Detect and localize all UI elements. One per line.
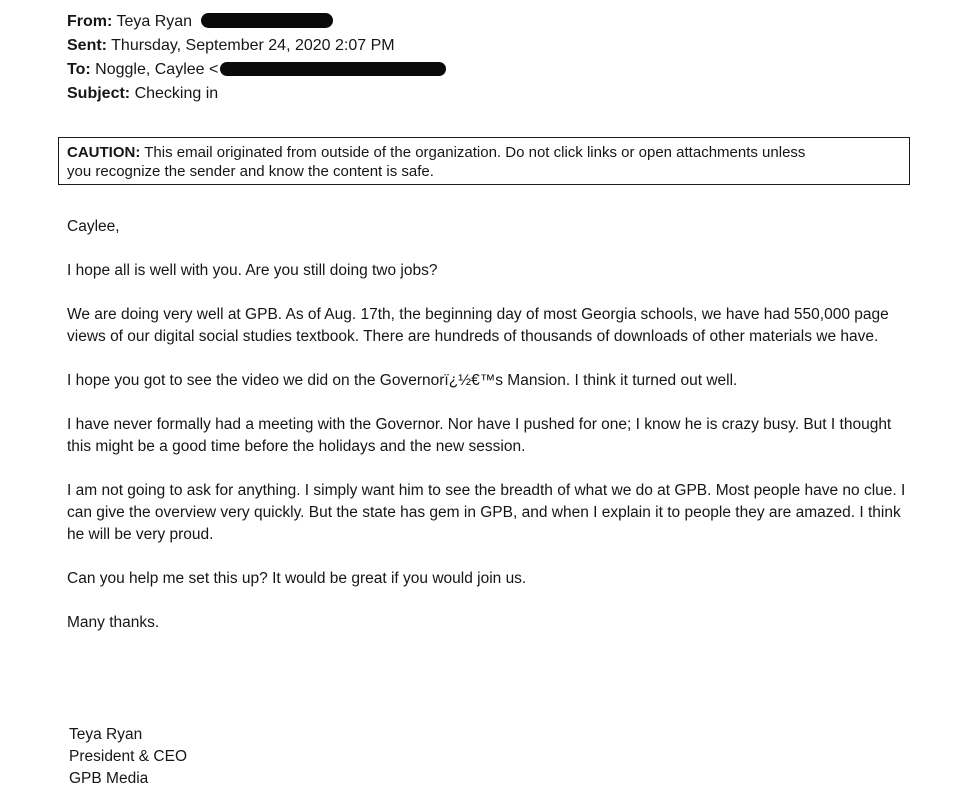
- caution-text-line2: you recognize the sender and know the content is safe.: [67, 163, 434, 180]
- sent-line: [67, 34, 446, 58]
- closing: Many thanks.: [67, 614, 160, 631]
- subject-line: [67, 82, 446, 106]
- body-paragraph: I am not going to ask for anything. I simply want him to see the breadth of what we do at GPB. Most people have no clue. I can give the overview very quickly. But the state has gem in GPB, and when I explain it to people they are amazed. I think he will be very proud.: [67, 482, 906, 543]
- signature-org: GPB Media: [69, 770, 149, 787]
- sent-label: Sent:: [67, 37, 107, 54]
- from-label: From:: [67, 13, 113, 30]
- signature-block: [69, 724, 187, 790]
- email-body: [67, 216, 917, 656]
- from-line: [67, 10, 446, 34]
- email-header: [67, 10, 446, 106]
- to-value: Noggle, Caylee <: [95, 61, 219, 78]
- to-label: To:: [67, 61, 91, 78]
- redaction-mark: [201, 13, 333, 28]
- body-paragraph: I hope you got to see the video we did on the Governorï¿½€™s Mansion. I think it turned out well.: [67, 372, 738, 389]
- redaction-mark: [220, 62, 446, 76]
- subject-label: Subject:: [67, 85, 131, 102]
- body-paragraph: Can you help me set this up? It would be great if you would join us.: [67, 570, 527, 587]
- greeting: Caylee,: [67, 218, 120, 235]
- body-paragraph: We are doing very well at GPB. As of Aug. 17th, the beginning day of most Georgia schools, we have had 550,000 page views of our digital social studies textbook. There are hundreds of thousands of downloads of other materials we have.: [67, 306, 889, 345]
- body-paragraph: I have never formally had a meeting with the Governor. Nor have I pushed for one; I know he is crazy busy. But I thought this might be a good time before the holidays and the new session.: [67, 416, 892, 455]
- caution-text-line1: This email originated from outside of the organization. Do not click links or open attachments unless: [144, 144, 806, 161]
- sent-value: Thursday, September 24, 2020 2:07 PM: [111, 37, 395, 54]
- to-line: [67, 58, 446, 82]
- subject-value: Checking in: [134, 85, 219, 102]
- from-value: Teya Ryan: [116, 13, 193, 30]
- caution-banner: [58, 137, 910, 185]
- signature-name: Teya Ryan: [69, 726, 143, 743]
- caution-label: CAUTION:: [67, 144, 141, 161]
- signature-title: President & CEO: [69, 748, 188, 765]
- body-paragraph: I hope all is well with you. Are you still doing two jobs?: [67, 262, 438, 279]
